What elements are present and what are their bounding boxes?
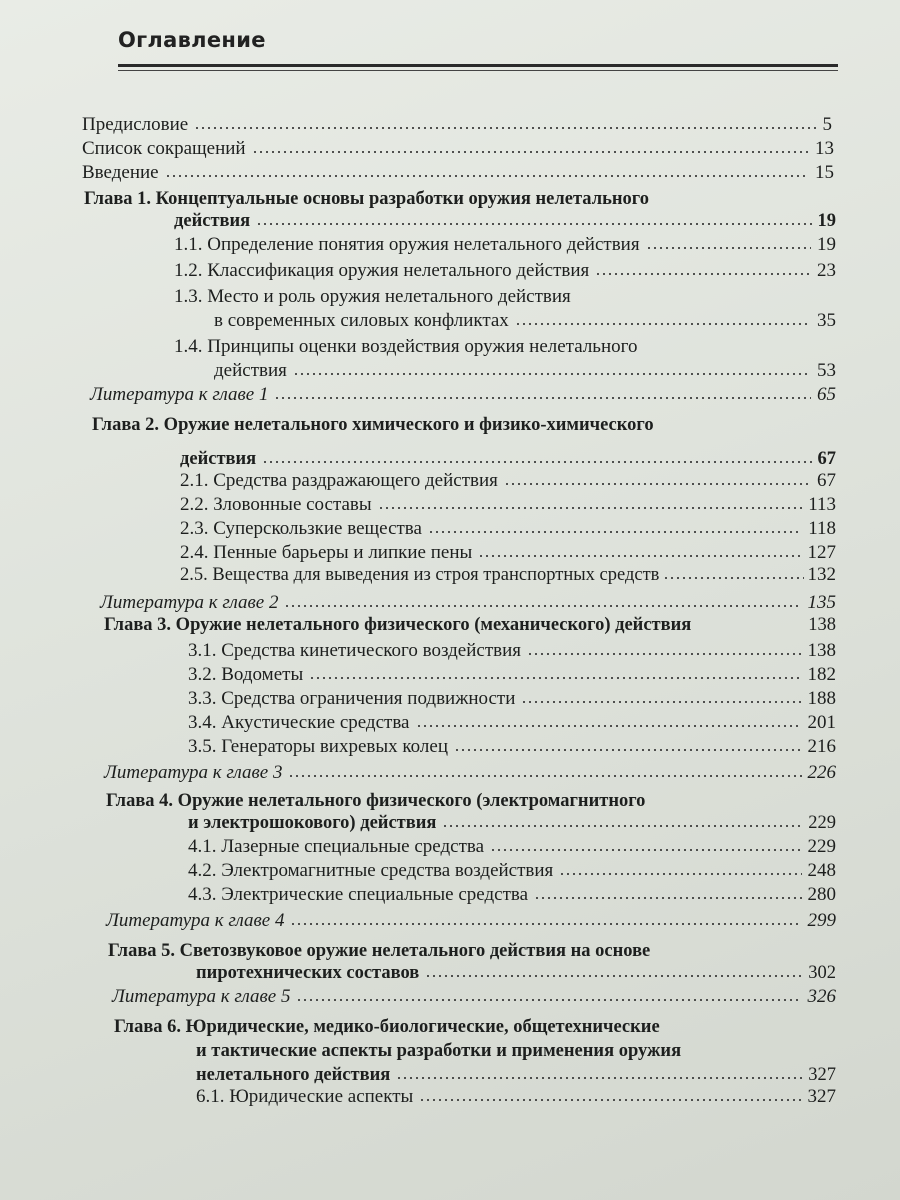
leader-dots: [454, 747, 802, 753]
entry-title: Литература к главе 2: [100, 592, 279, 613]
entry-title: Литература к главе 1: [90, 384, 269, 405]
leader-dots: [442, 823, 802, 829]
toc-entry-1-3: [214, 310, 836, 332]
entry-title: 3.1. Средства кинетического воздействия: [188, 640, 522, 661]
entry-page: 229: [807, 836, 836, 857]
leader-dots: [428, 529, 802, 535]
toc-entry-introduction: [82, 162, 834, 184]
leader-dots: [419, 1097, 801, 1103]
toc-entry-4-2: [188, 860, 836, 882]
entry-page: 280: [807, 884, 836, 905]
entry-page: 118: [808, 518, 836, 539]
entry-title: Литература к главе 3: [104, 762, 283, 783]
entry-page: 53: [817, 360, 836, 381]
leader-dots: [293, 371, 811, 377]
toc-entry-lit-3: [104, 762, 836, 784]
entry-page: 138: [807, 640, 836, 661]
entry-title: 6.1. Юридические аспекты: [196, 1086, 414, 1107]
toc-entry-3-1: [188, 640, 836, 662]
header-rule-thick: [118, 64, 838, 67]
toc-entry-lit-5: [112, 986, 836, 1008]
entry-page: 67: [817, 449, 836, 469]
entry-title: 3.3. Средства ограничения подвижности: [188, 688, 516, 709]
leader-dots: [515, 321, 811, 327]
entry-title: Введение: [82, 162, 159, 183]
toc-entry-2-3: [180, 518, 836, 540]
entry-page: 248: [807, 860, 836, 881]
toc-entry-4-3: [188, 884, 836, 906]
leader-dots: [284, 603, 801, 609]
chapter-6-title-line-1: Глава 6. Юридические, медико-биологические, общетехнические: [114, 1017, 660, 1037]
page-header: [118, 28, 838, 52]
leader-dots: [663, 575, 803, 581]
entry-page: 132: [807, 564, 836, 585]
entry-title: действия: [180, 449, 257, 469]
entry-page: 229: [808, 813, 836, 833]
entry-title: 1.2. Классификация оружия нелетального действия: [174, 260, 590, 281]
entry-page: 216: [807, 736, 836, 757]
toc-entry-lit-2: [100, 592, 836, 614]
entry-page: 188: [807, 688, 836, 709]
entry-title: 3.4. Акустические средства: [188, 712, 410, 733]
leader-dots: [416, 723, 802, 729]
leader-dots: [697, 625, 802, 631]
entry-page: 326: [807, 986, 836, 1007]
toc-entry-2-5: [180, 564, 836, 586]
leader-dots: [252, 149, 809, 155]
toc-entry-6-1: [196, 1086, 836, 1108]
leader-dots: [595, 271, 811, 277]
leader-dots: [527, 651, 801, 657]
leader-dots: [165, 173, 809, 179]
leader-dots: [521, 699, 801, 705]
leader-dots: [296, 997, 801, 1003]
entry-title: 2.4. Пенные барьеры и липкие пены: [180, 542, 473, 563]
leader-dots: [478, 553, 801, 559]
leader-dots: [646, 245, 811, 251]
entry-title: Литература к главе 4: [106, 910, 285, 931]
toc-entry-2-4: [180, 542, 836, 564]
chapter-3-entry: [104, 614, 836, 636]
entry-title: и электрошокового) действия: [188, 813, 437, 833]
entry-page: 327: [808, 1065, 836, 1085]
entry-title: 2.3. Суперскользкие вещества: [180, 518, 422, 539]
chapter-5-entry: [196, 962, 836, 984]
entry-title: нелетального действия: [196, 1065, 391, 1085]
entry-page: 299: [807, 910, 836, 931]
chapter-1-entry: [174, 210, 836, 232]
leader-dots: [504, 481, 811, 487]
entry-page: 67: [817, 470, 836, 491]
entry-title: 2.2. Зловонные составы: [180, 494, 372, 515]
chapter-2-title: Глава 2. Оружие нелетального химического и физико-химического: [92, 415, 654, 435]
leader-dots: [274, 395, 811, 401]
leader-dots: [309, 675, 801, 681]
page-title: Оглавление: [118, 28, 266, 52]
entry-title: в современных силовых конфликтах: [214, 310, 509, 331]
entry-title: 1.1. Определение понятия оружия нелетального действия: [174, 234, 640, 255]
entry-title: Глава 3. Оружие нелетального физического (механического) действия: [104, 615, 692, 635]
toc-entry-1-4: [214, 360, 836, 382]
entry-title: действия: [174, 211, 251, 231]
chapter-5-title: Глава 5. Светозвуковое оружие нелетального действия на основе: [108, 941, 651, 961]
entry-page: 5: [822, 114, 832, 135]
entry-page: 127: [807, 542, 836, 563]
leader-dots: [194, 125, 816, 131]
leader-dots: [290, 921, 801, 927]
entry-page: 35: [817, 310, 836, 331]
leader-dots: [396, 1075, 802, 1081]
leader-dots: [378, 505, 803, 511]
entry-page: 182: [807, 664, 836, 685]
entry-title: 4.1. Лазерные специальные средства: [188, 836, 485, 857]
entry-page: 13: [815, 138, 834, 159]
leader-dots: [534, 895, 801, 901]
entry-title: 2.5. Вещества для выведения из строя транспортных средств: [180, 565, 660, 585]
entry-page: 201: [807, 712, 836, 733]
chapter-2-entry: [180, 448, 836, 470]
entry-title: действия: [214, 360, 287, 381]
toc-entry-lit-4: [106, 910, 836, 932]
leader-dots: [288, 773, 801, 779]
leader-dots: [490, 847, 801, 853]
entry-page: 65: [817, 384, 836, 405]
entry-title: 3.5. Генераторы вихревых колец: [188, 736, 448, 757]
toc-entry-3-2: [188, 664, 836, 686]
entry-title: пиротехнических составов: [196, 963, 420, 983]
entry-page: 302: [808, 963, 836, 983]
entry-page: 15: [815, 162, 834, 183]
entry-title: Предисловие: [82, 114, 189, 135]
entry-title: Литература к главе 5: [112, 986, 291, 1007]
entry-page: 327: [807, 1086, 836, 1107]
entry-page: 113: [808, 494, 836, 515]
toc-entry-lit-1: [90, 384, 836, 406]
leader-dots: [559, 871, 801, 877]
toc-entry-3-3: [188, 688, 836, 710]
toc-entry-1-2: [174, 260, 836, 282]
entry-title: 4.2. Электромагнитные средства воздействия: [188, 860, 554, 881]
chapter-6-entry: [196, 1064, 836, 1086]
leader-dots: [262, 459, 811, 465]
toc-entry-abbreviations: [82, 138, 834, 160]
entry-page: 226: [807, 762, 836, 783]
entry-title: Список сокращений: [82, 138, 246, 159]
chapter-1-title: Глава 1. Концептуальные основы разработки оружия нелетального: [84, 189, 649, 209]
leader-dots: [425, 973, 802, 979]
toc-entry-2-2: [180, 494, 836, 516]
entry-title: 4.3. Электрические специальные средства: [188, 884, 529, 905]
toc-entry-4-1: [188, 836, 836, 858]
entry-page: 138: [808, 615, 836, 635]
entry-page: 19: [817, 211, 836, 231]
entry-page: 19: [817, 234, 836, 255]
entry-title: 2.1. Средства раздражающего действия: [180, 470, 498, 491]
header-rule-thin: [118, 70, 838, 71]
entry-page: 135: [807, 592, 836, 613]
chapter-4-title: Глава 4. Оружие нелетального физического (электромагнитного: [106, 791, 646, 811]
entry-page: 23: [817, 260, 836, 281]
toc-entry-preface: [82, 114, 832, 136]
leader-dots: [256, 221, 811, 227]
entry-title: 3.2. Водометы: [188, 664, 304, 685]
toc-entry-1-3-title: 1.3. Место и роль оружия нелетального действия: [174, 286, 571, 307]
toc-entry-2-1: [180, 470, 836, 492]
chapter-6-title-line-2: и тактические аспекты разработки и применения оружия: [196, 1041, 682, 1061]
toc-entry-3-4: [188, 712, 836, 734]
toc-entry-3-5: [188, 736, 836, 758]
toc-entry-1-4-title: 1.4. Принципы оценки воздействия оружия нелетального: [174, 336, 638, 357]
toc-entry-1-1: [174, 234, 836, 256]
chapter-4-entry: [188, 812, 836, 834]
